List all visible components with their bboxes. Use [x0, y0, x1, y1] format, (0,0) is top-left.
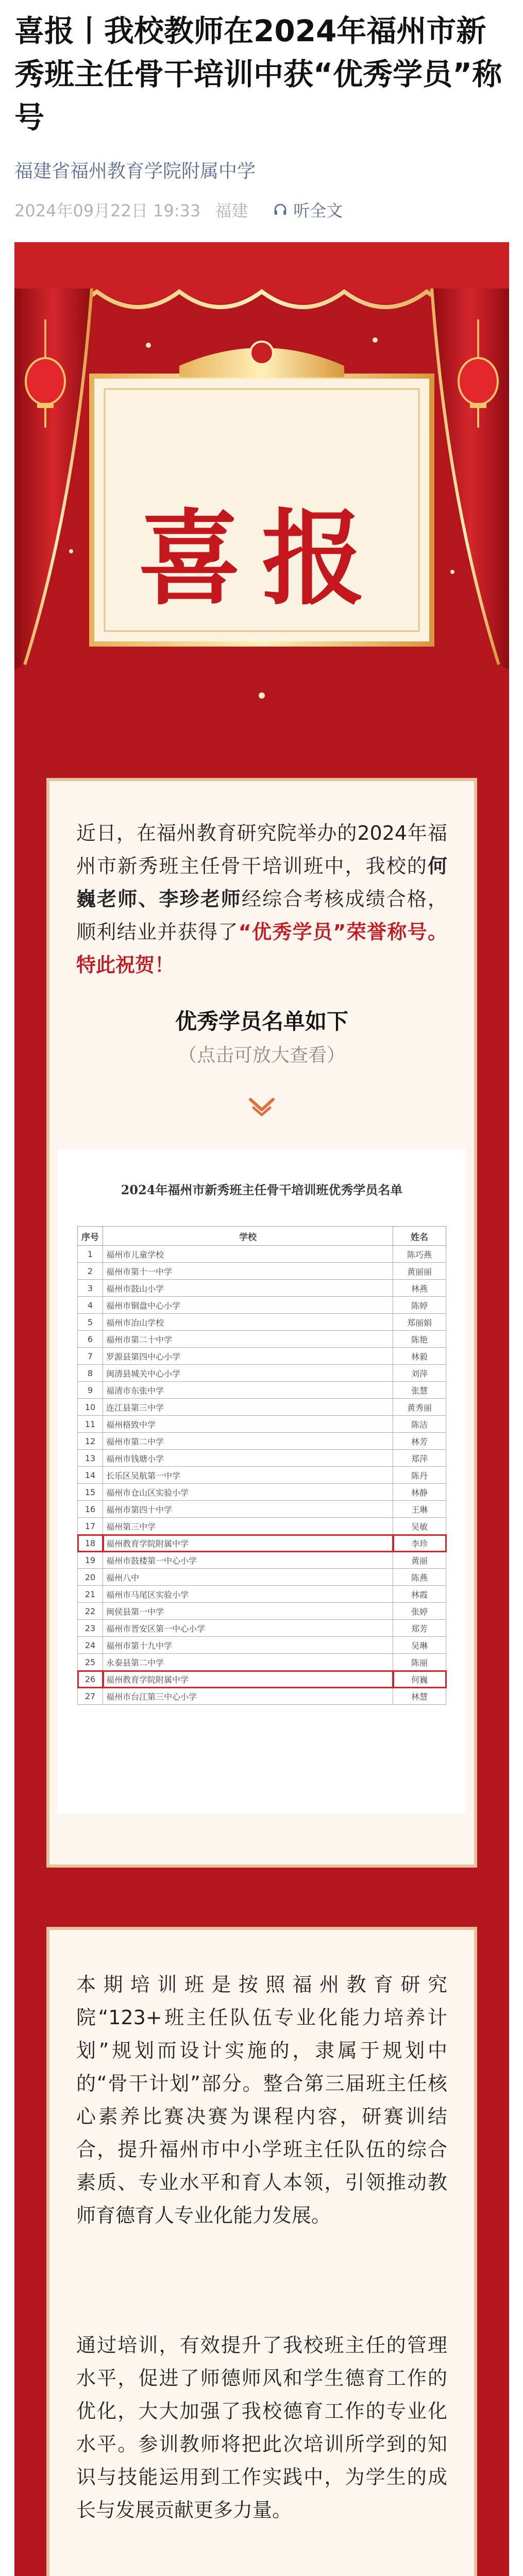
table-cell-name: 张婷: [393, 1603, 446, 1620]
table-cell-school: 福州市第二十中学: [103, 1331, 393, 1348]
table-cell-no: 23: [78, 1620, 103, 1637]
table-cell-name: 陈洁: [393, 1416, 446, 1433]
intro-card: [46, 778, 477, 1868]
table-cell-name: 黄秀丽: [393, 1399, 446, 1416]
table-cell-name: 陈巧燕: [393, 1246, 446, 1263]
table-cell-no: 24: [78, 1637, 103, 1654]
table-row: [78, 1637, 446, 1654]
table-cell-school: 长乐区吴航第一中学: [103, 1467, 393, 1484]
table-row: [78, 1399, 446, 1416]
listen-label: 听全文: [293, 201, 343, 221]
table-cell-no: 3: [78, 1280, 103, 1297]
table-cell-name: 李珍: [393, 1535, 446, 1552]
honor-list-title: 2024年福州市新秀班主任骨干培训班优秀学员名单: [121, 1182, 403, 1197]
table-cell-name: 林静: [393, 1484, 446, 1501]
table-cell-name: 张慧: [393, 1382, 446, 1399]
list-note: （点击可放大查看）: [178, 1045, 345, 1066]
table-row: [78, 1484, 446, 1501]
table-cell-name: 陈婷: [393, 1297, 446, 1314]
table-cell-no: 17: [78, 1518, 103, 1535]
table-header-row: [78, 1227, 446, 1246]
honor-list-table: [77, 1226, 446, 1705]
table-row: [78, 1552, 446, 1569]
table-cell-no: 4: [78, 1297, 103, 1314]
table-cell-school: 罗源县第四中心小学: [103, 1348, 393, 1365]
table-row: [78, 1382, 446, 1399]
table-row: [78, 1365, 446, 1382]
table-row: [78, 1297, 446, 1314]
table-cell-name: 陈艳: [393, 1331, 446, 1348]
table-cell-school: 福州市第十九中学: [103, 1637, 393, 1654]
table-cell-no: 9: [78, 1382, 103, 1399]
column-header: 序号: [78, 1227, 103, 1246]
table-cell-school: 福州市晋安区第一中心小学: [103, 1620, 393, 1637]
table-row: [78, 1348, 446, 1365]
teacher-names: 何巍老师、李珍老师: [76, 855, 447, 910]
summary-card: [46, 1927, 477, 2576]
table-cell-name: 王琳: [393, 1501, 446, 1518]
table-cell-school: 福州市铜盘中心小学: [103, 1297, 393, 1314]
table-cell-no: 1: [78, 1246, 103, 1263]
table-cell-school: 闽侯县第一中学: [103, 1603, 393, 1620]
table-cell-name: 刘萍: [393, 1365, 446, 1382]
table-row: [78, 1501, 446, 1518]
table-cell-no: 5: [78, 1314, 103, 1331]
table-cell-school: 福州格致中学: [103, 1416, 393, 1433]
table-cell-school: 福州教育学院附属中学: [103, 1671, 393, 1688]
table-row: [78, 1671, 446, 1688]
list-title: 优秀学员名单如下: [175, 1009, 348, 1034]
table-row: [78, 1603, 446, 1620]
table-cell-school: 福州市冶山学校: [103, 1314, 393, 1331]
table-cell-name: 郑萍: [393, 1450, 446, 1467]
table-cell-no: 21: [78, 1586, 103, 1603]
table-row: [78, 1620, 446, 1637]
outcome-paragraph: 通过培训，有效提升了我校班主任的管理水平，促进了师德师风和学生德育工作的优化，大大加强了我校德育工作的专业化水平。参训教师将把此次培训所学到的知识与技能运用到工作实践中，为学生的成长与发展贡献更多力量。: [76, 2334, 447, 2521]
table-cell-no: 19: [78, 1552, 103, 1569]
table-cell-no: 10: [78, 1399, 103, 1416]
table-cell-school: 福清市东张中学: [103, 1382, 393, 1399]
honor-list-body: [78, 1246, 446, 1705]
table-cell-no: 25: [78, 1654, 103, 1671]
table-cell-school: 福州市马尾区实验小学: [103, 1586, 393, 1603]
table-row: [78, 1688, 446, 1705]
table-row: [78, 1280, 446, 1297]
table-row: [78, 1450, 446, 1467]
publish-location: 福建: [215, 201, 248, 221]
poster-heading: 喜报: [138, 498, 385, 619]
table-cell-name: 何巍: [393, 1671, 446, 1688]
table-cell-school: 福州市钱塘小学: [103, 1450, 393, 1467]
congratulation-poster: [14, 242, 509, 2576]
honor-list-image[interactable]: [58, 1149, 466, 1814]
publish-date: 2024年09月22日 19:33: [14, 201, 201, 221]
table-cell-name: 林霞: [393, 1586, 446, 1603]
table-row: [78, 1246, 446, 1263]
table-cell-name: 林芳: [393, 1433, 446, 1450]
table-cell-school: 福州市第二中学: [103, 1433, 393, 1450]
table-row: [78, 1433, 446, 1450]
table-cell-name: 林毅: [393, 1348, 446, 1365]
table-cell-school: 永泰县第二中学: [103, 1654, 393, 1671]
column-header: 姓名: [393, 1227, 446, 1246]
table-cell-school: 福州市鼓楼第一中心小学: [103, 1552, 393, 1569]
listen-button[interactable]: [273, 198, 343, 222]
table-cell-no: 20: [78, 1569, 103, 1586]
table-cell-no: 15: [78, 1484, 103, 1501]
table-cell-no: 16: [78, 1501, 103, 1518]
table-cell-no: 27: [78, 1688, 103, 1705]
column-header: 学校: [103, 1227, 393, 1246]
table-row: [78, 1569, 446, 1586]
table-cell-no: 12: [78, 1433, 103, 1450]
program-paragraph: 本期培训班是按照福州教育研究院“123+班主任队伍专业化能力培养计划”规划而设计实施的，隶属于规划中的“骨干计划”部分。整合第三届班主任核心素养比赛决赛为课程内容，研赛训结合，提升福州市中小学班主任队伍的综合素质、专业水平和育人本领，引领推动教师育德育人专业化能力发展。: [76, 1973, 447, 2227]
table-cell-no: 18: [78, 1535, 103, 1552]
headphones-icon: [273, 202, 288, 217]
table-cell-school: 福州市第四十中学: [103, 1501, 393, 1518]
table-cell-name: 郑丽娟: [393, 1314, 446, 1331]
table-cell-name: 林慧: [393, 1688, 446, 1705]
table-cell-name: 陈燕: [393, 1569, 446, 1586]
table-cell-no: 8: [78, 1365, 103, 1382]
table-cell-no: 14: [78, 1467, 103, 1484]
intro-paragraph: 近日，在福州教育研究院举办的2024年福州市新秀班主任骨干培训班中，我校的何巍老师、李珍老师经综合考核成绩合格，顺利结业并获得了“优秀学员”荣誉称号。特此祝贺！: [76, 822, 447, 976]
table-cell-name: 黄丽丽: [393, 1263, 446, 1280]
table-cell-school: 福州市台江第三中心小学: [103, 1688, 393, 1705]
award-text: “优秀学员”荣誉称号。特此祝贺！: [76, 921, 447, 976]
table-row: [78, 1654, 446, 1671]
table-row: [78, 1467, 446, 1484]
table-cell-name: 陈丽: [393, 1654, 446, 1671]
table-cell-no: 11: [78, 1416, 103, 1433]
table-row: [78, 1263, 446, 1280]
table-cell-school: 福州八中: [103, 1569, 393, 1586]
author-link[interactable]: 福建省福州教育学院附属中学: [14, 161, 256, 182]
table-cell-name: 黄丽: [393, 1552, 446, 1569]
chevron-down-icon: [246, 1092, 277, 1123]
table-cell-name: 郑芳: [393, 1620, 446, 1637]
table-row: [78, 1535, 446, 1552]
table-cell-no: 7: [78, 1348, 103, 1365]
table-cell-school: 福州市仓山区实验小学: [103, 1484, 393, 1501]
table-row: [78, 1416, 446, 1433]
table-cell-name: 林燕: [393, 1280, 446, 1297]
table-row: [78, 1586, 446, 1603]
table-cell-no: 13: [78, 1450, 103, 1467]
table-cell-name: 陈丹: [393, 1467, 446, 1484]
table-cell-school: 福州教育学院附属中学: [103, 1535, 393, 1552]
table-cell-school: 福州第三中学: [103, 1518, 393, 1535]
table-cell-school: 福州市鼓山小学: [103, 1280, 393, 1297]
table-cell-no: 26: [78, 1671, 103, 1688]
table-row: [78, 1518, 446, 1535]
table-row: [78, 1331, 446, 1348]
article-title: 喜报丨我校教师在2024年福州市新秀班主任骨干培训中获“优秀学员”称号: [14, 13, 502, 135]
article-meta: [14, 198, 343, 222]
table-cell-no: 2: [78, 1263, 103, 1280]
table-cell-no: 22: [78, 1603, 103, 1620]
article-header: [0, 0, 523, 242]
table-cell-name: 吴敏: [393, 1518, 446, 1535]
table-cell-name: 吴琳: [393, 1637, 446, 1654]
table-cell-school: 闽清县城关中心小学: [103, 1365, 393, 1382]
table-cell-school: 福州市儿童学校: [103, 1246, 393, 1263]
table-cell-no: 6: [78, 1331, 103, 1348]
table-row: [78, 1314, 446, 1331]
table-cell-school: 连江县第三中学: [103, 1399, 393, 1416]
table-cell-school: 福州市第十一中学: [103, 1263, 393, 1280]
